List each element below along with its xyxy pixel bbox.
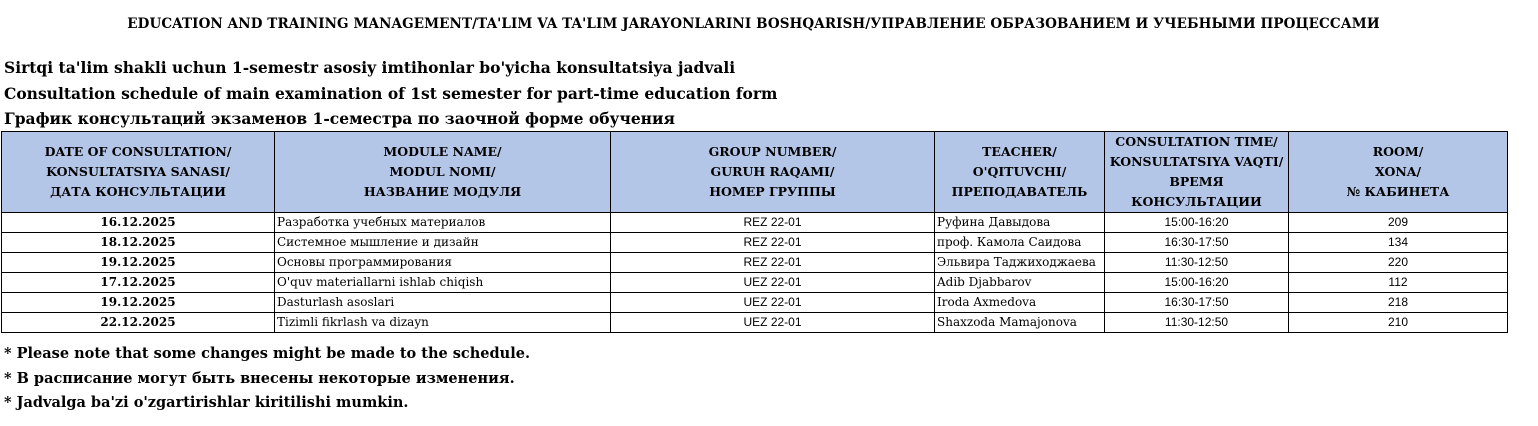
- column-header-module: MODULE NAME/ MODUL NOMI/ НАЗВАНИЕ МОДУЛЯ: [275, 132, 611, 213]
- group-cell: UEZ 22-01: [611, 273, 935, 293]
- date-cell: 19.12.2025: [2, 293, 275, 313]
- room-cell: 112: [1289, 273, 1508, 293]
- department-header: EDUCATION AND TRAINING MANAGEMENT/TA'LIM VA TA'LIM JARAYONLARINI BOSHQARISH/УПРАВЛЕНИЕ ОБРАЗОВАНИЕМ И УЧЕБНЫМИ ПРОЦЕССАМИ: [127, 16, 1380, 32]
- table-row: [2, 313, 1508, 333]
- module-cell: Tizimli fikrlash va dizayn: [275, 313, 611, 333]
- module-cell: Разработка учебных материалов: [275, 213, 611, 233]
- module-cell: Основы программирования: [275, 253, 611, 273]
- column-header-time: CONSULTATION TIME/ KONSULTATSIYA VAQTI/ ВРЕМЯ КОНСУЛЬТАЦИИ: [1105, 132, 1289, 213]
- title-en: Consultation schedule of main examination of 1st semester for part-time education form: [4, 84, 778, 103]
- teacher-cell: Эльвира Таджиходжаева: [935, 253, 1105, 273]
- table-row: [2, 273, 1508, 293]
- time-cell: 15:00-16:20: [1105, 213, 1289, 233]
- table-row: [2, 233, 1508, 253]
- title-uz: Sirtqi ta'lim shakli uchun 1-semestr asosiy imtihonlar bo'yicha konsultatsiya jadvali: [4, 58, 736, 77]
- date-cell: 16.12.2025: [2, 213, 275, 233]
- column-header-group: GROUP NUMBER/ GURUH RAQAMI/ НОМЕР ГРУППЫ: [611, 132, 935, 213]
- title-ru: График консультаций экзаменов 1-семестра по заочной форме обучения: [4, 109, 675, 128]
- date-cell: 17.12.2025: [2, 273, 275, 293]
- date-cell: 19.12.2025: [2, 253, 275, 273]
- time-cell: 16:30-17:50: [1105, 293, 1289, 313]
- group-cell: REZ 22-01: [611, 253, 935, 273]
- time-cell: 16:30-17:50: [1105, 233, 1289, 253]
- group-cell: UEZ 22-01: [611, 313, 935, 333]
- time-cell: 15:00-16:20: [1105, 273, 1289, 293]
- time-cell: 11:30-12:50: [1105, 253, 1289, 273]
- module-cell: Dasturlash asoslari: [275, 293, 611, 313]
- table-row: [2, 293, 1508, 313]
- teacher-cell: Shaxzoda Mamajonova: [935, 313, 1105, 333]
- room-cell: 218: [1289, 293, 1508, 313]
- column-header-date: DATE OF CONSULTATION/ KONSULTATSIYA SANASI/ ДАТА КОНСУЛЬТАЦИИ: [2, 132, 275, 213]
- note-en: * Please note that some changes might be made to the schedule.: [4, 345, 530, 362]
- group-cell: REZ 22-01: [611, 233, 935, 253]
- table-header-row: [2, 132, 1508, 213]
- date-cell: 22.12.2025: [2, 313, 275, 333]
- column-header-room: ROOM/ XONA/ № КАБИНЕТА: [1289, 132, 1508, 213]
- note-ru: * В расписание могут быть внесены некоторые изменения.: [4, 370, 515, 387]
- note-uz: * Jadvalga ba'zi o'zgartirishlar kiritilishi mumkin.: [4, 394, 409, 411]
- teacher-cell: проф. Камола Саидова: [935, 233, 1105, 253]
- consultation-schedule-table: [1, 131, 1508, 333]
- teacher-cell: Adib Djabbarov: [935, 273, 1105, 293]
- date-cell: 18.12.2025: [2, 233, 275, 253]
- room-cell: 210: [1289, 313, 1508, 333]
- module-cell: O'quv materiallarni ishlab chiqish: [275, 273, 611, 293]
- module-cell: Системное мышление и дизайн: [275, 233, 611, 253]
- group-cell: REZ 22-01: [611, 213, 935, 233]
- room-cell: 209: [1289, 213, 1508, 233]
- group-cell: UEZ 22-01: [611, 293, 935, 313]
- table-row: [2, 213, 1508, 233]
- column-header-teacher: TEACHER/ O'QITUVCHI/ ПРЕПОДАВАТЕЛЬ: [935, 132, 1105, 213]
- room-cell: 134: [1289, 233, 1508, 253]
- room-cell: 220: [1289, 253, 1508, 273]
- table-row: [2, 253, 1508, 273]
- teacher-cell: Руфина Давыдова: [935, 213, 1105, 233]
- time-cell: 11:30-12:50: [1105, 313, 1289, 333]
- teacher-cell: Iroda Axmedova: [935, 293, 1105, 313]
